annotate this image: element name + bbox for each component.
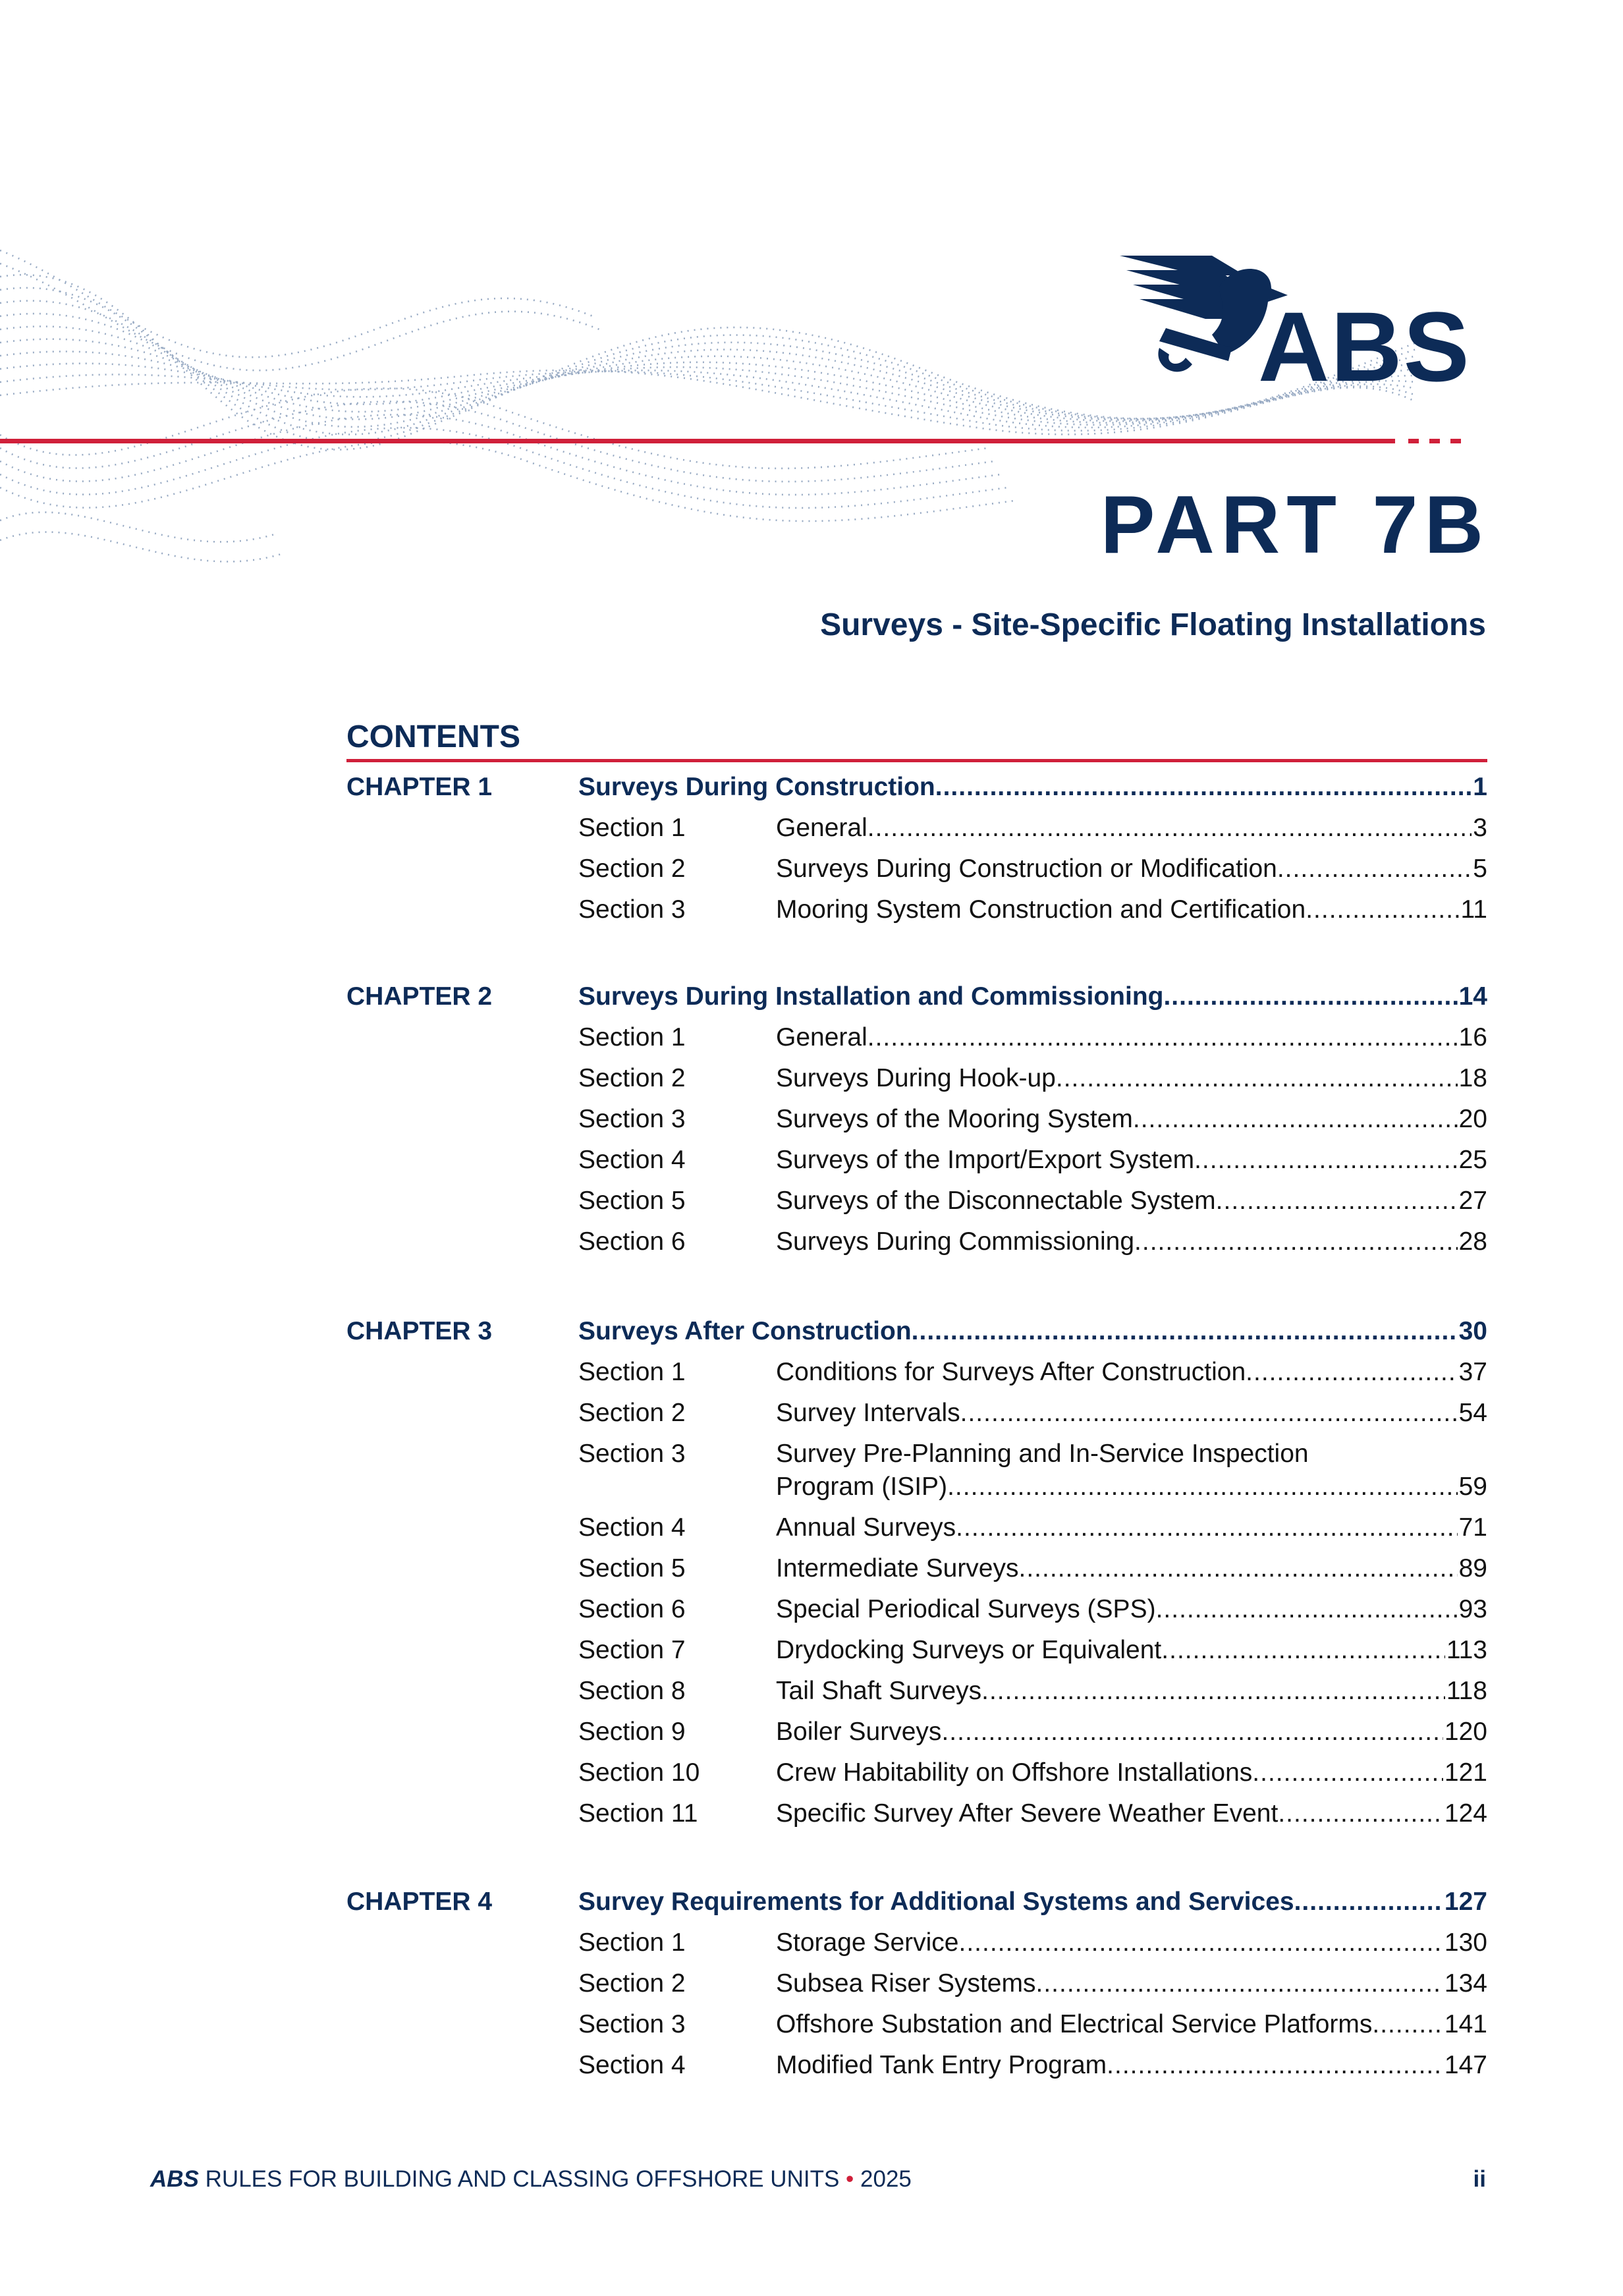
section-label: Section 6 [578,1227,686,1256]
section-link[interactable] [776,1756,1487,1789]
section-label: Section 8 [578,1677,686,1705]
section-link[interactable] [776,893,1487,926]
footer-bullet: • [846,2166,854,2192]
chapter-title: Survey Requirements for Additional Systems and Services [578,1888,1294,1916]
section-page: 118 [1446,1677,1487,1705]
chapter-page: 14 [1458,982,1487,1011]
section-label: Section 10 [578,1758,700,1787]
section-label: Section 2 [578,1064,686,1092]
section-label: Section 9 [578,1718,686,1746]
section-link[interactable] [776,1225,1487,1258]
dot-leader [1372,2008,1443,2041]
section-link[interactable] [776,1144,1487,1177]
section-page: 71 [1458,1513,1487,1542]
dot-leader [1306,893,1459,926]
dot-leader [1216,1185,1458,1218]
chapter-label: CHAPTER 2 [346,982,493,1011]
section-title: Specific Survey After Severe Weather Event [776,1799,1279,1828]
section-link[interactable] [776,1021,1487,1054]
section-title: Crew Habitability on Offshore Installations [776,1758,1253,1787]
section-link[interactable] [776,1634,1487,1667]
section-page: 27 [1458,1187,1487,1215]
section-label: Section 2 [578,1399,686,1427]
contents-heading: CONTENTS [346,719,520,754]
dot-leader [958,1926,1443,1959]
rule-dash [1450,439,1461,443]
dot-leader [941,1716,1443,1749]
dot-leader [1278,1797,1443,1830]
contents-red-rule [346,759,1487,762]
dot-leader [947,1470,1458,1503]
section-label: Section 1 [578,1358,686,1386]
section-title: Modified Tank Entry Program [776,2051,1107,2079]
footer-year: 2025 [860,2166,912,2192]
section-page: 130 [1444,1928,1487,1957]
section-title: Surveys of the Disconnectable System [776,1187,1216,1215]
section-page: 121 [1444,1758,1487,1787]
section-page: 18 [1458,1064,1487,1092]
section-title: Survey Pre-Planning and In-Service Inspection [776,1440,1309,1468]
section-page: 5 [1473,854,1487,883]
section-link[interactable] [776,1103,1487,1136]
dot-leader [935,771,1472,804]
section-link[interactable] [776,1716,1487,1749]
section-link[interactable] [776,1797,1487,1830]
section-title: Drydocking Surveys or Equivalent [776,1636,1162,1664]
section-label: Section 2 [578,854,686,883]
section-page: 16 [1458,1023,1487,1051]
section-label: Section 6 [578,1595,686,1623]
section-label: Section 3 [578,895,686,924]
section-page: 28 [1458,1227,1487,1256]
section-page: 124 [1444,1799,1487,1828]
section-label: Section 4 [578,1146,686,1174]
section-title: Subsea Riser Systems [776,1969,1036,1998]
chapter-title: Surveys During Installation and Commissioning [578,982,1164,1011]
chapter-label: CHAPTER 1 [346,773,493,801]
footer [150,2166,912,2193]
section-title: General [776,1023,867,1051]
section-page: 113 [1446,1636,1487,1664]
dot-leader [1194,1144,1458,1177]
logo-wordmark: ABS [1258,291,1471,394]
section-title-cont: Program (ISIP) [776,1472,948,1501]
dot-leader [1163,980,1457,1013]
section-link[interactable] [776,853,1487,885]
chapter-link[interactable] [578,1886,1487,1918]
section-link[interactable] [776,1438,1487,1503]
section-label: Section 1 [578,1928,686,1957]
dot-leader [960,1397,1458,1430]
section-page: 89 [1458,1554,1487,1582]
section-page: 141 [1444,2010,1487,2038]
chapter-page: 127 [1444,1888,1487,1916]
abs-logo [1120,249,1489,394]
footer-title: RULES FOR BUILDING AND CLASSING OFFSHORE UNITS [205,2166,840,2192]
dot-leader [1035,1967,1443,2000]
part-subtitle: Surveys - Site-Specific Floating Installations [820,607,1486,642]
dot-leader [1277,853,1472,885]
section-title: Surveys of the Import/Export System [776,1146,1195,1174]
section-title-line2 [776,1470,1487,1503]
section-title: Intermediate Surveys [776,1554,1019,1582]
section-link[interactable] [776,812,1487,845]
section-label: Section 3 [578,2010,686,2038]
section-title: Special Periodical Surveys (SPS) [776,1595,1156,1623]
section-page: 93 [1458,1595,1487,1623]
section-label: Section 1 [578,1023,686,1051]
dot-leader [867,1021,1458,1054]
header-red-rule [0,439,1395,443]
section-link[interactable] [776,1926,1487,1959]
chapter-label: CHAPTER 3 [346,1317,493,1345]
section-title: General [776,814,867,842]
section-title: Annual Surveys [776,1513,956,1542]
chapter-page: 1 [1473,773,1487,801]
section-link[interactable] [776,1185,1487,1218]
section-title: Surveys During Construction or Modification [776,854,1277,883]
section-page: 37 [1458,1358,1487,1386]
part-title: PART 7B [1100,480,1490,571]
section-page: 20 [1458,1105,1487,1133]
section-label: Section 4 [578,1513,686,1542]
chapter-title: Surveys After Construction [578,1317,912,1345]
section-title: Storage Service [776,1928,959,1957]
section-title: Tail Shaft Surveys [776,1677,982,1705]
chapter-page: 30 [1458,1317,1487,1345]
dot-leader [1133,1103,1458,1136]
section-label: Section 3 [578,1440,686,1468]
section-page: 120 [1444,1718,1487,1746]
section-title: Mooring System Construction and Certification [776,895,1306,924]
section-link[interactable] [776,1593,1487,1626]
section-title: Surveys During Hook-up [776,1064,1056,1092]
chapter-link[interactable] [578,771,1487,804]
section-link[interactable] [776,1675,1487,1708]
dot-leader [867,812,1472,845]
dot-leader [1246,1356,1457,1389]
section-title: Survey Intervals [776,1399,960,1427]
rule-dash [1408,439,1419,443]
section-label: Section 2 [578,1969,686,1998]
dot-leader [1156,1593,1458,1626]
dot-leader [1294,1886,1443,1918]
section-label: Section 7 [578,1636,686,1664]
section-label: Section 3 [578,1105,686,1133]
section-title: Conditions for Surveys After Construction [776,1358,1246,1386]
section-label: Section 1 [578,814,686,842]
footer-brand: ABS [150,2166,199,2192]
section-link[interactable] [776,2008,1487,2041]
dot-leader [1161,1634,1445,1667]
section-link[interactable] [776,1511,1487,1544]
section-title: Surveys of the Mooring System [776,1105,1133,1133]
section-page: 25 [1458,1146,1487,1174]
section-link[interactable] [776,1552,1487,1585]
section-title: Boiler Surveys [776,1718,942,1746]
dot-leader [912,1315,1458,1348]
dot-leader [956,1511,1457,1544]
chapter-link[interactable] [578,1315,1487,1348]
dot-leader [1019,1552,1458,1585]
section-page: 134 [1444,1969,1487,1998]
section-label: Section 4 [578,2051,686,2079]
dot-leader [981,1675,1445,1708]
section-page: 54 [1458,1399,1487,1427]
section-label: Section 11 [578,1799,698,1828]
section-label: Section 5 [578,1554,686,1582]
section-title: Offshore Substation and Electrical Service Platforms [776,2010,1373,2038]
section-link[interactable] [776,1356,1487,1389]
section-link[interactable] [776,1062,1487,1095]
section-label: Section 5 [578,1187,686,1215]
dot-leader [1252,1756,1443,1789]
section-page: 59 [1458,1472,1487,1501]
section-link[interactable] [776,1397,1487,1430]
rule-dash [1429,439,1440,443]
chapter-title: Surveys During Construction [578,773,935,801]
dot-leader [1056,1062,1458,1095]
section-page: 3 [1473,814,1487,842]
section-title: Surveys During Commissioning [776,1227,1135,1256]
section-link[interactable] [776,2049,1487,2082]
chapter-label: CHAPTER 4 [346,1888,493,1916]
chapter-link[interactable] [578,980,1487,1013]
page-number: ii [1473,2166,1486,2192]
dot-leader [1134,1225,1458,1258]
section-link[interactable] [776,1967,1487,2000]
dot-leader [1107,2049,1443,2082]
section-page: 147 [1444,2051,1487,2079]
section-page: 11 [1460,895,1487,924]
